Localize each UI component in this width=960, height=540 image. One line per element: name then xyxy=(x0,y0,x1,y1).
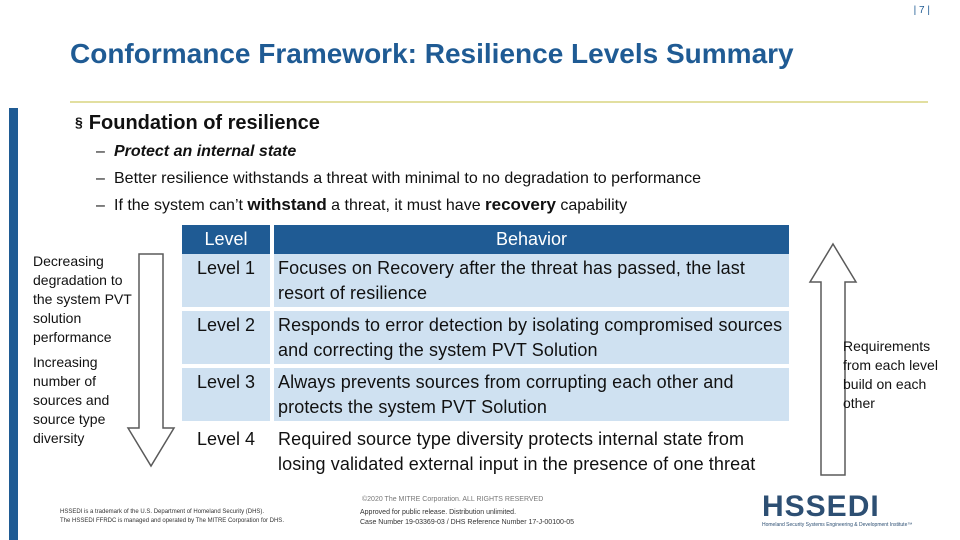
trademark-line-2: The HSSEDI FFRDC is managed and operated by The MITRE Corporation for DHS. xyxy=(60,518,284,524)
diversity-note: Increasing number of sources and source type diversity xyxy=(33,354,110,446)
table-row xyxy=(182,366,789,423)
level-cell: Level 3 xyxy=(182,366,272,423)
page-number: | 7 | xyxy=(913,5,930,16)
dash-marker: – xyxy=(96,143,105,160)
sub-bullet-3 xyxy=(96,192,701,220)
main-bullet xyxy=(75,112,320,135)
table-row xyxy=(182,254,789,309)
behavior-cell: Required source type diversity protects internal state from losing validated external input in the presence of one threat xyxy=(272,423,789,478)
main-bullet-text: Foundation of resilience xyxy=(88,112,320,134)
level-cell: Level 4 xyxy=(182,423,272,478)
sub-bullet-text: Better resilience withstands a threat with minimal to no degradation to performance xyxy=(114,169,701,187)
column-header-level: Level xyxy=(182,225,272,254)
behavior-cell: Responds to error detection by isolating compromised sources and correcting the system PVT Solution xyxy=(272,309,789,366)
sub-bullet-text-b: a threat, it must have xyxy=(326,197,486,214)
sub-bullet-text-a: If the system can’t xyxy=(114,197,248,214)
behavior-cell: Always prevents sources from corrupting each other and protects the system PVT Solution xyxy=(272,366,789,423)
column-header-behavior: Behavior xyxy=(272,225,789,254)
right-annotation: Requirements from each level build on each other xyxy=(843,338,938,411)
slide-title: Conformance Framework: Resilience Levels Summary xyxy=(70,38,794,69)
level-cell: Level 2 xyxy=(182,309,272,366)
left-accent-bar xyxy=(9,108,18,540)
level-cell: Level 1 xyxy=(182,254,272,309)
logo-wordmark: HSSEDI xyxy=(762,490,880,523)
trademark-footer xyxy=(60,508,284,526)
table-row xyxy=(182,423,789,478)
resilience-levels-table xyxy=(182,225,789,478)
copyright-text: ©2020 The MITRE Corporation. ALL RIGHTS RESERVED xyxy=(362,496,544,503)
release-line-1: Approved for public release. Distribution unlimited. xyxy=(360,509,517,516)
dash-marker: – xyxy=(96,197,105,214)
table-header-row xyxy=(182,225,789,254)
sub-bullet-1 xyxy=(96,139,701,166)
hssedi-logo xyxy=(762,492,930,536)
down-arrow-icon xyxy=(126,253,176,468)
dash-marker: – xyxy=(96,169,105,187)
release-footer xyxy=(360,508,574,528)
sub-bullet-text: Protect an internal state xyxy=(114,143,297,160)
emphasis-withstand: withstand xyxy=(247,195,327,214)
behavior-cell: Focuses on Recovery after the threat has passed, the last resort of resilience xyxy=(272,254,789,309)
release-line-2: Case Number 19-03369-03 / DHS Reference Number 17-J-00100-05 xyxy=(360,519,574,526)
left-annotation xyxy=(33,252,133,454)
trademark-line-1: HSSEDI is a trademark of the U.S. Department of Homeland Security (DHS). xyxy=(60,509,265,515)
table-row xyxy=(182,309,789,366)
degradation-note: Decreasing degradation to the system PVT solution performance xyxy=(33,253,132,345)
sub-bullet-list xyxy=(96,139,701,220)
sub-bullet-2 xyxy=(96,166,701,193)
emphasis-recovery: recovery xyxy=(485,195,556,214)
logo-subtitle: Homeland Security Systems Engineering & Development Institute™ xyxy=(762,522,913,528)
sub-bullet-text-c: capability xyxy=(555,197,628,214)
bullet-marker: § xyxy=(75,114,83,130)
title-divider xyxy=(70,101,928,103)
